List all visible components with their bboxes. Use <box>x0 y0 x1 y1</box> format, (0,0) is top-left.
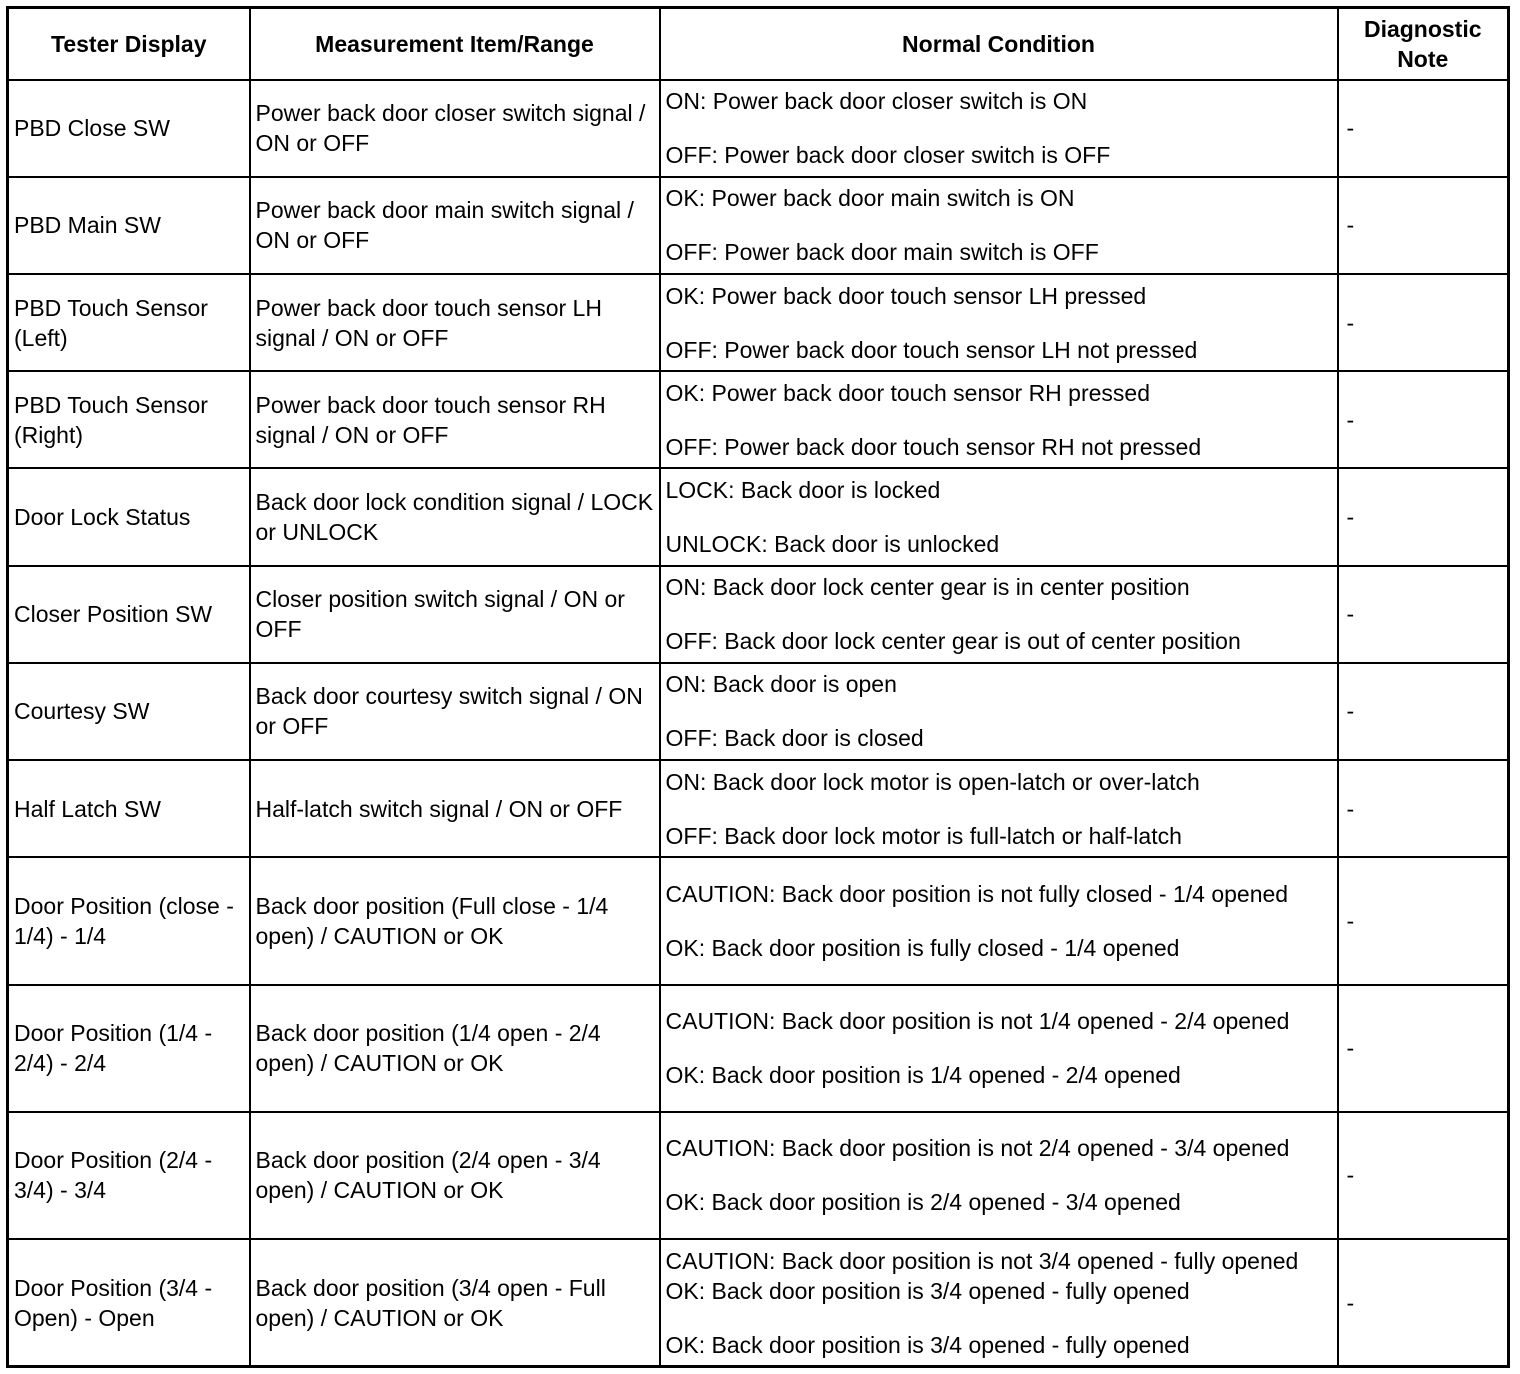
tester-display-cell: Door Position (3/4 - Open) - Open <box>8 1239 250 1366</box>
diagnostic-note-cell: - <box>1338 371 1509 468</box>
normal-condition-cell <box>660 1112 1338 1239</box>
tester-display-cell: PBD Touch Sensor (Left) <box>8 274 250 371</box>
normal-condition-cell <box>660 663 1338 760</box>
diagnostic-note-cell: - <box>1338 80 1509 177</box>
normal-condition-cell <box>660 1239 1338 1366</box>
condition-line-2: OK: Back door position is 3/4 opened - fully opened <box>665 1331 1190 1358</box>
measurement-cell: Back door lock condition signal / LOCK or UNLOCK <box>250 468 660 565</box>
measurement-cell: Back door courtesy switch signal / ON or OFF <box>250 663 660 760</box>
table-row <box>8 663 1509 760</box>
header-row <box>8 8 1509 80</box>
condition-line-1: OK: Power back door touch sensor RH pressed <box>665 379 1151 406</box>
diagnostic-note-cell: - <box>1338 274 1509 371</box>
tester-display-cell: Half Latch SW <box>8 760 250 857</box>
condition-line-1: OK: Power back door main switch is ON <box>665 185 1075 212</box>
condition-line-1: ON: Back door lock center gear is in center position <box>665 574 1190 601</box>
condition-line-1: ON: Power back door closer switch is ON <box>665 88 1088 115</box>
tester-display-cell: PBD Main SW <box>8 177 250 274</box>
diagnostic-note-cell: - <box>1338 468 1509 565</box>
table-row <box>8 371 1509 468</box>
normal-condition-cell <box>660 177 1338 274</box>
header-measurement: Measurement Item/Range <box>250 8 660 80</box>
normal-condition-cell <box>660 566 1338 663</box>
table-row <box>8 80 1509 177</box>
tester-display-cell: Door Lock Status <box>8 468 250 565</box>
measurement-cell: Back door position (3/4 open - Full open) / CAUTION or OK <box>250 1239 660 1366</box>
condition-line-2: OFF: Power back door touch sensor RH not pressed <box>665 433 1202 460</box>
condition-line-1: ON: Back door is open <box>665 671 897 698</box>
condition-line-2: OFF: Back door is closed <box>665 725 924 752</box>
condition-line-1: OK: Power back door touch sensor LH pressed <box>665 282 1147 309</box>
normal-condition-cell <box>660 985 1338 1112</box>
condition-line-1: CAUTION: Back door position is not 2/4 opened - 3/4 opened <box>665 1135 1290 1162</box>
normal-condition-cell <box>660 371 1338 468</box>
measurement-cell: Power back door main switch signal / ON or OFF <box>250 177 660 274</box>
measurement-cell: Power back door touch sensor RH signal / ON or OFF <box>250 371 660 468</box>
condition-line-2: OK: Back door position is fully closed - 1/4 opened <box>665 934 1180 961</box>
diagnostic-note-cell: - <box>1338 663 1509 760</box>
measurement-cell: Closer position switch signal / ON or OFF <box>250 566 660 663</box>
diagnostic-note-cell: - <box>1338 1112 1509 1239</box>
measurement-cell: Back door position (2/4 open - 3/4 open) / CAUTION or OK <box>250 1112 660 1239</box>
table-row <box>8 274 1509 371</box>
condition-line-2: OK: Back door position is 2/4 opened - 3/4 opened <box>665 1189 1181 1216</box>
table-row <box>8 566 1509 663</box>
tester-display-cell: PBD Close SW <box>8 80 250 177</box>
condition-line-2: OFF: Power back door main switch is OFF <box>665 239 1099 266</box>
diagnostic-note-cell: - <box>1338 177 1509 274</box>
header-diagnostic-note: Diagnostic Note <box>1338 8 1509 80</box>
header-tester-display: Tester Display <box>8 8 250 80</box>
table-row <box>8 857 1509 984</box>
table-row <box>8 1112 1509 1239</box>
table-row <box>8 177 1509 274</box>
tester-display-cell: PBD Touch Sensor (Right) <box>8 371 250 468</box>
tester-display-cell: Door Position (2/4 - 3/4) - 3/4 <box>8 1112 250 1239</box>
condition-line-1: CAUTION: Back door position is not 3/4 opened - fully opened OK: Back door position is 3/4 opened - fully opened <box>665 1247 1299 1304</box>
table-row <box>8 760 1509 857</box>
measurement-cell: Power back door touch sensor LH signal / ON or OFF <box>250 274 660 371</box>
measurement-cell: Back door position (1/4 open - 2/4 open) / CAUTION or OK <box>250 985 660 1112</box>
table-row <box>8 985 1509 1112</box>
normal-condition-cell <box>660 274 1338 371</box>
condition-line-2: OFF: Power back door touch sensor LH not pressed <box>665 336 1198 363</box>
condition-line-2: OFF: Back door lock motor is full-latch or half-latch <box>665 822 1182 849</box>
condition-line-1: LOCK: Back door is locked <box>665 476 941 503</box>
header-normal-condition: Normal Condition <box>660 8 1338 80</box>
measurement-cell: Half-latch switch signal / ON or OFF <box>250 760 660 857</box>
tester-display-cell: Closer Position SW <box>8 566 250 663</box>
tester-display-cell: Door Position (close - 1/4) - 1/4 <box>8 857 250 984</box>
condition-line-2: OFF: Power back door closer switch is OFF <box>665 142 1111 169</box>
tester-display-cell: Door Position (1/4 - 2/4) - 2/4 <box>8 985 250 1112</box>
condition-line-1: ON: Back door lock motor is open-latch or over-latch <box>665 768 1200 795</box>
diagnostic-note-cell: - <box>1338 857 1509 984</box>
tester-data-table <box>6 6 1510 1368</box>
diagnostic-note-cell: - <box>1338 566 1509 663</box>
condition-line-1: CAUTION: Back door position is not fully closed - 1/4 opened <box>665 880 1289 907</box>
normal-condition-cell <box>660 80 1338 177</box>
measurement-cell: Power back door closer switch signal / ON or OFF <box>250 80 660 177</box>
diagnostic-note-cell: - <box>1338 985 1509 1112</box>
condition-line-2: OK: Back door position is 1/4 opened - 2/4 opened <box>665 1062 1181 1089</box>
normal-condition-cell <box>660 857 1338 984</box>
table-row <box>8 1239 1509 1366</box>
measurement-cell: Back door position (Full close - 1/4 open) / CAUTION or OK <box>250 857 660 984</box>
condition-line-1: CAUTION: Back door position is not 1/4 opened - 2/4 opened <box>665 1008 1290 1035</box>
diagnostic-note-cell: - <box>1338 1239 1509 1366</box>
table-row <box>8 468 1509 565</box>
condition-line-2: OFF: Back door lock center gear is out of center position <box>665 628 1241 655</box>
tester-display-cell: Courtesy SW <box>8 663 250 760</box>
normal-condition-cell <box>660 468 1338 565</box>
diagnostic-note-cell: - <box>1338 760 1509 857</box>
normal-condition-cell <box>660 760 1338 857</box>
condition-line-2: UNLOCK: Back door is unlocked <box>665 530 1000 557</box>
